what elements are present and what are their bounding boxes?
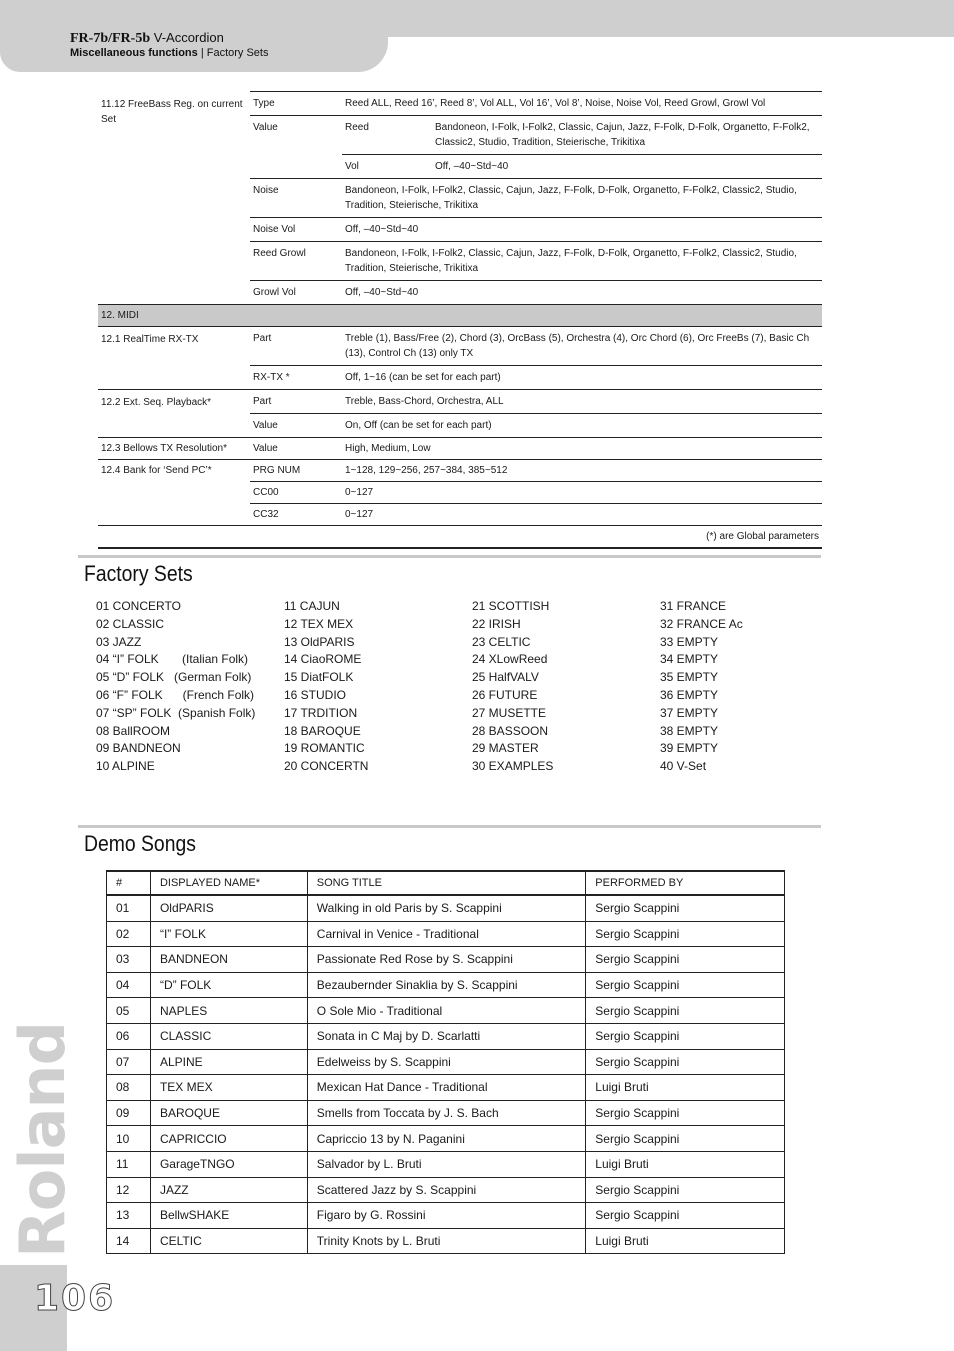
table-cell: Sergio Scappini [586,1177,785,1203]
factory-sets-col-2 [284,598,368,776]
table-footnote: (*) are Global parameters [98,526,822,549]
table-row [107,1203,785,1229]
table-cell: Sergio Scappini [586,947,785,973]
table-cell: 07 [107,1049,151,1075]
param-name: 12.2 Ext. Seq. Playback* [101,397,212,408]
table-cell: 06 [107,1023,151,1049]
list-item: 01 CONCERTO [96,599,181,613]
table-cell: Capriccio 13 by N. Paganini [307,1126,586,1152]
table-row [107,1049,785,1075]
list-item: 15 DiatFOLK [284,670,354,685]
list-item: 38 EMPTY [660,723,719,738]
table-cell: Edelweiss by S. Scappini [307,1049,586,1075]
table-cell: 02 [107,921,151,947]
table-cell: JAZZ [150,1177,307,1203]
table-cell: “I” FOLK [150,921,307,947]
breadcrumb-subsection: Factory Sets [206,47,269,59]
midi-section-header: 12. MIDI [98,304,822,327]
table-cell: TEX MEX [150,1075,307,1101]
list-item: 34 EMPTY [660,652,719,667]
table-cell: CAPRICCIO [150,1126,307,1152]
list-item: 31 FRANCE [660,599,727,613]
list-item: 20 CONCERTN [284,759,369,774]
list-item: 36 EMPTY [660,687,719,702]
table-cell: GarageTNGO [150,1151,307,1177]
table-cell: Salvador by L. Bruti [307,1151,586,1177]
breadcrumb: Miscellaneous functions | Factory Sets [70,47,269,59]
table-row [107,998,785,1024]
list-item: 13 OldPARIS [284,634,355,649]
param-freebass [98,92,822,304]
list-item: 32 FRANCE Ac [660,616,743,631]
table-row [107,947,785,973]
param-row: Value High, Medium, Low [253,443,431,454]
table-row [107,895,785,921]
table-cell: Sergio Scappini [586,1023,785,1049]
column-header: PERFORMED BY [586,871,785,895]
table-cell: Sergio Scappini [586,972,785,998]
factory-sets-title: Factory Sets [84,561,193,586]
roland-logo: Roland [6,1022,79,1258]
table-cell: CELTIC [150,1228,307,1254]
list-item: 30 EXAMPLES [472,759,554,774]
param-row: Noise Bandoneon, I-Folk, I-Folk2, Classic, Cajun, Jazz, F-Folk, D-Folk, Organetto, F-Folk2, Classic2, Studio, Tradition, Steierische, Trikitixa [250,179,822,218]
table-cell: CLASSIC [150,1023,307,1049]
table-cell: Figaro by G. Rossini [307,1203,586,1229]
model-name: FR-7b/FR-5b [70,31,151,46]
list-item: 18 BAROQUE [284,723,361,738]
page-number: 106 [34,1278,116,1319]
table-cell: 04 [107,972,151,998]
param-name: 12.3 Bellows TX Resolution* [101,443,227,454]
table-cell: BAROQUE [150,1100,307,1126]
table-cell: Sergio Scappini [586,895,785,921]
list-item: 04 “I” FOLK (Italian Folk) [96,652,249,667]
table-cell: 14 [107,1228,151,1254]
table-cell: Carnival in Venice - Traditional [307,921,586,947]
table-cell: Trinity Knots by L. Bruti [307,1228,586,1254]
param-extseq [98,390,822,438]
list-item: 02 CLASSIC [96,616,165,631]
list-item: 22 IRISH [472,616,521,631]
table-row [107,1023,785,1049]
list-item: 09 BANDNEON [96,741,181,756]
table-cell: Scattered Jazz by S. Scappini [307,1177,586,1203]
param-row: Type Reed ALL, Reed 16’, Reed 8’, Vol ALL, Vol 16’, Vol 8’, Noise, Noise Vol, Reed Growl, Growl Vol [250,92,822,116]
list-item: 12 TEX MEX [284,616,354,631]
section-rule [78,825,821,828]
list-item: 07 “SP” FOLK (Spanish Folk) [96,705,256,720]
list-item: 37 EMPTY [660,705,719,720]
param-name: 11.12 FreeBass Reg. on current Set [101,99,243,125]
table-cell: OldPARIS [150,895,307,921]
table-cell: 11 [107,1151,151,1177]
list-item: 29 MASTER [472,741,539,756]
table-cell: BellwSHAKE [150,1203,307,1229]
list-item: 10 ALPINE [96,759,155,774]
list-item: 03 JAZZ [96,634,142,649]
list-item: 40 V-Set [660,759,707,774]
table-row [107,1126,785,1152]
list-item: 26 FUTURE [472,687,538,702]
factory-sets-col-4 [660,598,743,776]
table-cell: Sergio Scappini [586,1100,785,1126]
list-item: 05 “D” FOLK (German Folk) [96,670,252,685]
table-cell: “D” FOLK [150,972,307,998]
column-header: DISPLAYED NAME* [150,871,307,895]
table-cell: ALPINE [150,1049,307,1075]
header-title [70,30,224,47]
param-name: 12.1 RealTime RX-TX [101,334,199,345]
list-item: 25 HalfVALV [472,670,539,685]
table-cell: 01 [107,895,151,921]
param-row: Noise Vol Off, –40~Std~40 [250,218,822,242]
param-realtime [98,327,822,390]
demo-songs-table [106,870,785,1254]
table-row [107,972,785,998]
list-item: 08 BallROOM [96,723,171,738]
list-item: 21 SCOTTISH [472,599,550,613]
table-row [107,1177,785,1203]
list-item: 19 ROMANTIC [284,741,365,756]
param-row: Part Treble, Bass-Chord, Orchestra, ALL [250,390,822,414]
param-row: Value Reed Bandoneon, I-Folk, I-Folk2, Classic, Cajun, Jazz, F-Folk, D-Folk, Organetto, F-Folk2, Classic2, Studio, Tradition, Steierische, Trikitixa Vol Off, –40~Std~40 [250,116,822,179]
table-row [107,921,785,947]
table-cell: 03 [107,947,151,973]
param-row: Part Treble (1), Bass/Free (2), Chord (3), OrcBass (5), Orchestra (4), Orc Chord (6), Orc FreeBs (7), Basic Ch (13), Control Ch (13) only TX [250,327,822,366]
param-bank [98,460,822,526]
list-item: 33 EMPTY [660,634,719,649]
list-item: 35 EMPTY [660,670,719,685]
table-cell: Luigi Bruti [586,1151,785,1177]
list-item: 24 XLowReed [472,652,548,667]
table-row [107,1151,785,1177]
table-cell: NAPLES [150,998,307,1024]
parameter-table [98,91,822,549]
param-name: 12.4 Bank for ‘Send PC’* [101,465,212,476]
table-cell: Walking in old Paris by S. Scappini [307,895,586,921]
table-cell: Sergio Scappini [586,1203,785,1229]
column-header: # [107,871,151,895]
factory-sets-col-1 [96,598,255,776]
table-cell: Mexican Hat Dance - Traditional [307,1075,586,1101]
list-item: 27 MUSETTE [472,705,547,720]
param-row: Value On, Off (can be set for each part) [253,420,492,431]
table-cell: 05 [107,998,151,1024]
list-item: 16 STUDIO [284,687,347,702]
table-cell: Sergio Scappini [586,998,785,1024]
list-item: 39 EMPTY [660,741,719,756]
table-cell: BANDNEON [150,947,307,973]
table-row [107,1228,785,1254]
list-item: 17 TRDITION [284,705,358,720]
table-cell: Bezaubernder Sinaklia by S. Scappini [307,972,586,998]
list-item: 14 CiaoROME [284,652,362,667]
table-cell: Luigi Bruti [586,1228,785,1254]
table-cell: Sergio Scappini [586,1049,785,1075]
table-cell: Passionate Red Rose by S. Scappini [307,947,586,973]
table-cell: Sonata in C Maj by D. Scarlatti [307,1023,586,1049]
param-row: PRG NUM 1~128, 129~256, 257~384, 385~512 [250,460,822,482]
param-row: Growl Vol Off, –40~Std~40 [253,287,419,298]
table-cell: 12 [107,1177,151,1203]
table-row [107,1100,785,1126]
table-cell: Smells from Toccata by J. S. Bach [307,1100,586,1126]
column-header: SONG TITLE [307,871,586,895]
table-cell: 08 [107,1075,151,1101]
table-cell: Luigi Bruti [586,1075,785,1101]
section-rule [78,555,821,558]
list-item: 23 CELTIC [472,634,531,649]
factory-sets-col-3 [472,598,553,776]
list-item: 11 CAJUN [284,599,340,613]
list-item: 28 BASSOON [472,723,549,738]
param-row: CC00 0~127 [250,482,822,504]
table-cell: 13 [107,1203,151,1229]
table-cell: 10 [107,1126,151,1152]
product-name: V-Accordion [153,30,224,45]
table-row [107,1075,785,1101]
param-row: Reed Growl Bandoneon, I-Folk, I-Folk2, Classic, Cajun, Jazz, F-Folk, D-Folk, Organetto, F-Folk2, Classic2, Studio, Tradition, Steierische, Trikitixa [250,242,822,281]
table-cell: Sergio Scappini [586,1126,785,1152]
param-row: RX-TX * Off, 1~16 (can be set for each part) [253,372,501,383]
param-bellows [98,438,822,460]
list-item: 06 “F” FOLK (French Folk) [96,687,255,702]
param-row: CC32 0~127 [253,509,374,520]
table-cell: O Sole Mio - Traditional [307,998,586,1024]
table-header-row [107,871,785,895]
breadcrumb-section: Miscellaneous functions [70,47,198,59]
table-cell: 09 [107,1100,151,1126]
demo-songs-title: Demo Songs [84,831,196,856]
table-cell: Sergio Scappini [586,921,785,947]
